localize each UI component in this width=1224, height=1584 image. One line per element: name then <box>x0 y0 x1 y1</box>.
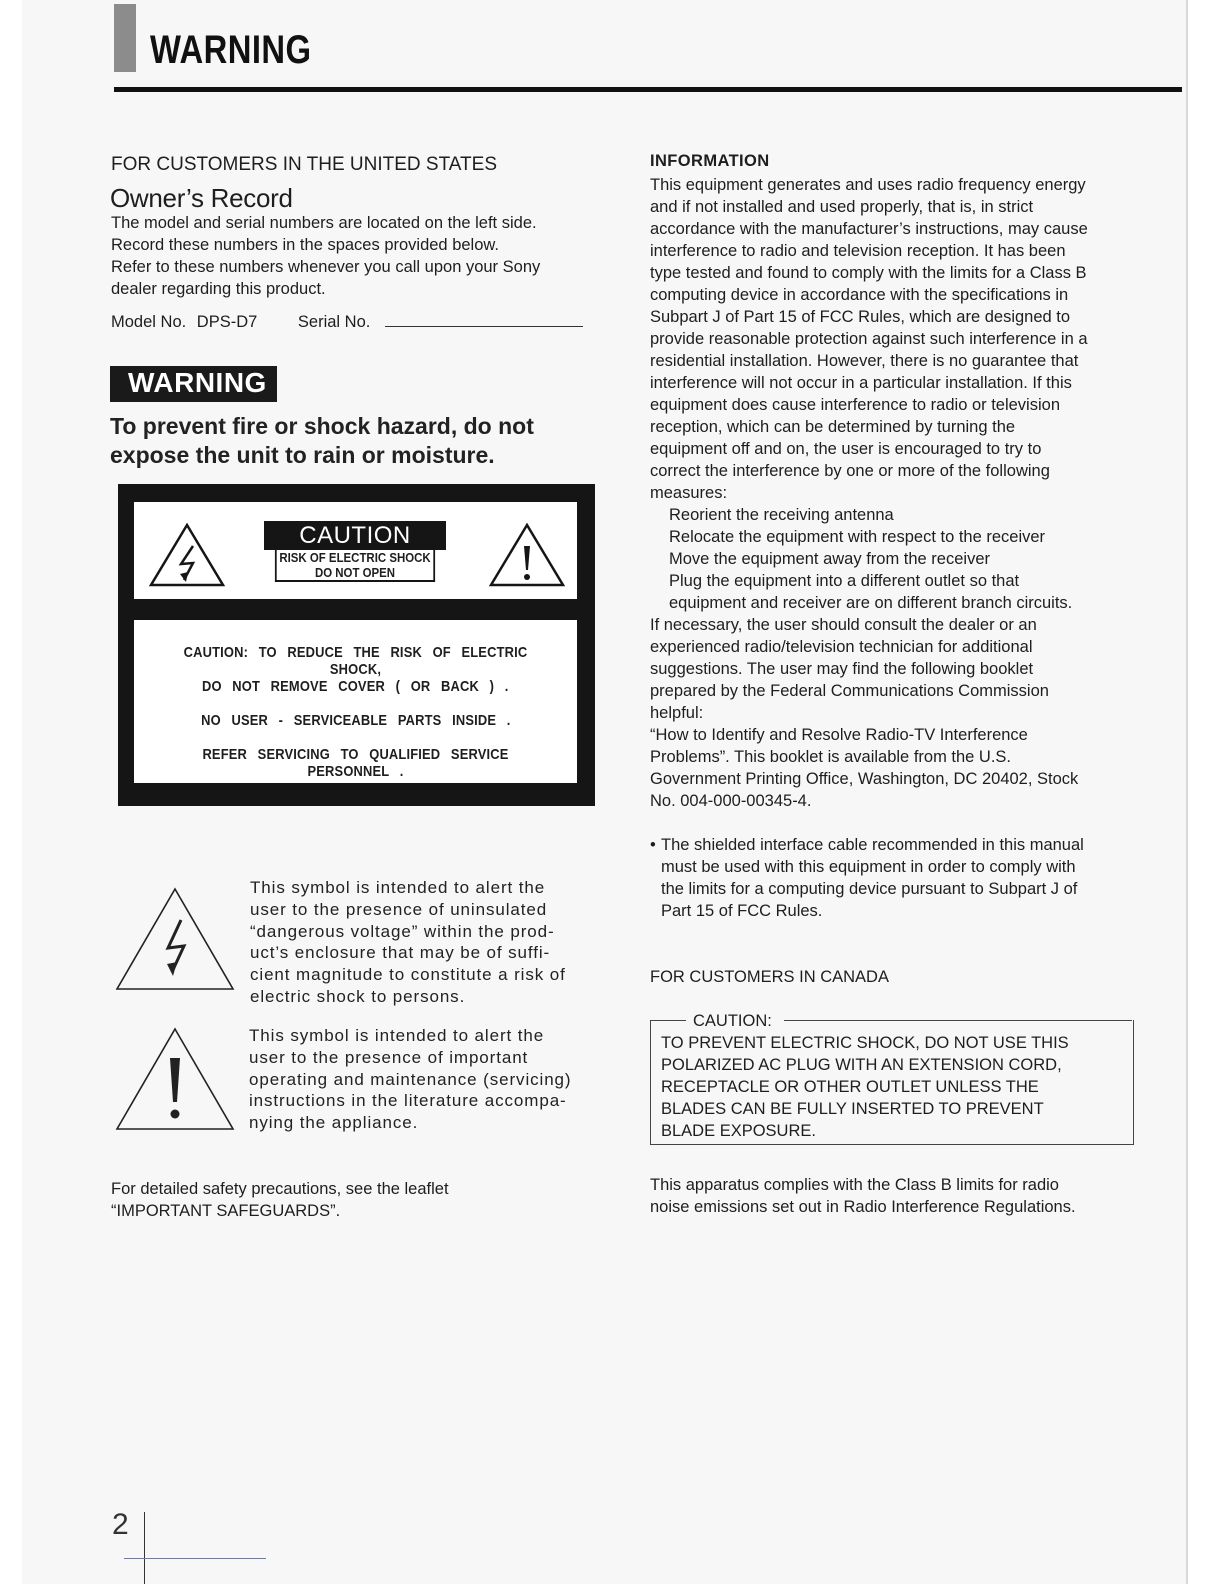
bullet-icon: • <box>650 836 656 854</box>
text-line: accordance with the manufacturer’s instructions, may cause <box>650 220 1088 238</box>
text-line: If necessary, the user should consult the dealer or an <box>650 616 1037 634</box>
safeguards-note <box>111 1178 591 1222</box>
text-line: No. 004-000-00345-4. <box>650 792 812 810</box>
us-customers-heading: FOR CUSTOMERS IN THE UNITED STATES <box>111 154 498 175</box>
compliance-note <box>650 1174 1136 1218</box>
lightning-triangle-icon <box>148 522 226 588</box>
caution-text: NO USER - SERVICEABLE PARTS INSIDE . <box>200 712 511 729</box>
shielded-cable-note <box>650 834 1136 922</box>
text-line: BLADE EXPOSURE. <box>661 1122 816 1140</box>
caution-badge-line: RISK OF ELECTRIC SHOCK <box>279 550 431 565</box>
text-line: Part 15 of FCC Rules. <box>661 902 823 920</box>
text-line: correct the interference by one or more of the following <box>650 462 1050 480</box>
caution-text-line <box>134 644 577 678</box>
text-line: interference will not occur in a particular installation. If this <box>650 374 1072 392</box>
text-line: POLARIZED AC PLUG WITH AN EXTENSION CORD, <box>661 1056 1062 1074</box>
list-item: Plug the equipment into a different outlet so that <box>669 572 1020 590</box>
text-line: Refer to these numbers whenever you call upon your Sony <box>111 258 541 276</box>
text-line: This apparatus complies with the Class B limits for radio <box>650 1176 1059 1194</box>
text-line: user to the presence of uninsulated <box>250 899 548 919</box>
text-line: equipment does cause interference to radio or television <box>650 396 1060 414</box>
text-line: electric shock to persons. <box>250 986 466 1006</box>
text-line: equipment off and on, the user is encouraged to try to <box>650 440 1042 458</box>
caution-badge-subtitle <box>275 550 435 582</box>
text-line: RECEPTACLE OR OTHER OUTLET UNLESS THE <box>661 1078 1039 1096</box>
owners-record-title: Owner’s Record <box>110 183 293 213</box>
text-line: provide reasonable protection against such interference in a <box>650 330 1088 348</box>
text-line: computing device in accordance with the specifications in <box>650 286 1069 304</box>
text-line: operating and maintenance (servicing) <box>249 1069 572 1089</box>
caution-text-line <box>134 712 577 729</box>
text-line: uct’s enclosure that may be of suffi- <box>250 943 551 963</box>
text-line: Record these numbers in the spaces provided below. <box>111 236 499 254</box>
text-line: To prevent fire or shock hazard, do not <box>110 413 534 439</box>
footer-rule <box>124 1558 266 1559</box>
header-accent-bar <box>114 4 136 72</box>
exclamation-triangle-icon <box>114 1026 236 1132</box>
text-line: nying the appliance. <box>249 1113 419 1133</box>
text-line: “dangerous voltage” within the prod- <box>250 921 555 941</box>
list-item: Move the equipment away from the receiver <box>669 550 990 568</box>
information-heading: INFORMATION <box>650 152 770 170</box>
model-value: DPS-D7 <box>196 313 258 331</box>
caution-text-line <box>134 746 577 780</box>
canada-heading: FOR CUSTOMERS IN CANADA <box>650 968 889 986</box>
footer-rule <box>144 1512 145 1584</box>
page-title: WARNING <box>150 28 312 72</box>
text-line: This symbol is intended to alert the <box>250 878 546 897</box>
list-item: equipment and receiver are on different branch circuits. <box>669 594 1073 612</box>
model-serial-row <box>111 311 583 333</box>
text-line: Government Printing Office, Washington, DC 20402, Stock <box>650 770 1079 788</box>
text-line: “IMPORTANT SAFEGUARDS”. <box>111 1202 341 1220</box>
text-line: This equipment generates and uses radio frequency energy <box>650 176 1086 194</box>
text-line: must be used with this equipment in order to comply with <box>661 858 1076 876</box>
caution-text-line <box>134 678 577 695</box>
list-item: Relocate the equipment with respect to the receiver <box>669 528 1046 546</box>
serial-blank-line <box>385 312 583 327</box>
caution-label-top-panel <box>134 502 577 599</box>
text-line: measures: <box>650 484 728 502</box>
measures-list <box>650 504 1136 614</box>
lightning-symbol-explanation <box>250 877 586 1008</box>
text-line: Problems”. This booklet is available from the U.S. <box>650 748 1012 766</box>
caution-label-bottom-panel <box>134 620 577 783</box>
information-body <box>650 174 1136 812</box>
exclamation-symbol-explanation <box>249 1025 585 1134</box>
text-line: The shielded interface cable recommended in this manual <box>661 836 1084 854</box>
header-rule <box>114 87 1182 92</box>
text-line: The model and serial numbers are located on the left side. <box>111 214 537 232</box>
caution-badge-title: CAUTION <box>264 521 446 550</box>
text-line: user to the presence of important <box>249 1047 529 1067</box>
owners-record-text <box>111 212 591 300</box>
text-line: Subpart J of Part 15 of FCC Rules, which are designed to <box>650 308 1071 326</box>
text-line: suggestions. The user may find the following booklet <box>650 660 1034 678</box>
text-line: For detailed safety precautions, see the leaflet <box>111 1180 449 1198</box>
text-line: expose the unit to rain or moisture. <box>110 442 495 468</box>
text-line: reception, which can be determined by turning the <box>650 418 1016 436</box>
text-line: interference to radio and television reception. It has been <box>650 242 1066 260</box>
canada-caution-text <box>661 1032 1131 1142</box>
text-line: noise emissions set out in Radio Interference Regulations. <box>650 1198 1076 1216</box>
exclamation-triangle-icon <box>488 522 566 588</box>
model-label: Model No. <box>111 313 187 331</box>
lightning-triangle-icon <box>114 886 236 992</box>
text-line: experienced radio/television technician for additional <box>650 638 1033 656</box>
text-line: prepared by the Federal Communications Commission <box>650 682 1049 700</box>
text-line: instructions in the literature accompa- <box>249 1091 567 1111</box>
caution-text: CAUTION: TO REDUCE THE RISK OF ELECTRIC SHOCK, <box>183 644 528 678</box>
text-line: type tested and found to comply with the limits for a Class B <box>650 264 1087 282</box>
page-number: 2 <box>112 1508 129 1541</box>
serial-label: Serial No. <box>297 313 371 331</box>
canada-caution-label: CAUTION: <box>693 1012 772 1030</box>
list-item: Reorient the receiving antenna <box>669 506 894 524</box>
text-line: “How to Identify and Resolve Radio-TV Interference <box>650 726 1028 744</box>
text-line: and if not installed and used properly, that is, in strict <box>650 198 1034 216</box>
caution-badge <box>264 521 446 585</box>
text-line: the limits for a computing device pursuant to Subpart J of <box>661 880 1078 898</box>
warning-badge: WARNING <box>110 366 277 402</box>
text-line: TO PREVENT ELECTRIC SHOCK, DO NOT USE THIS <box>661 1034 1069 1052</box>
caution-text: REFER SERVICING TO QUALIFIED SERVICE PERSONNEL . <box>202 746 509 780</box>
text-line: BLADES CAN BE FULLY INSERTED TO PREVENT <box>661 1100 1044 1118</box>
caution-badge-line: DO NOT OPEN <box>314 565 396 580</box>
caution-text: DO NOT REMOVE COVER ( OR BACK ) . <box>202 678 509 695</box>
warning-statement <box>110 412 590 470</box>
text-line: helpful: <box>650 704 704 722</box>
text-line: This symbol is intended to alert the <box>249 1026 545 1045</box>
text-line: cient magnitude to constitute a risk of <box>250 965 566 985</box>
caution-label-box <box>118 484 595 806</box>
text-line: dealer regarding this product. <box>111 280 326 298</box>
text-line: residential installation. However, there is no guarantee that <box>650 352 1079 370</box>
